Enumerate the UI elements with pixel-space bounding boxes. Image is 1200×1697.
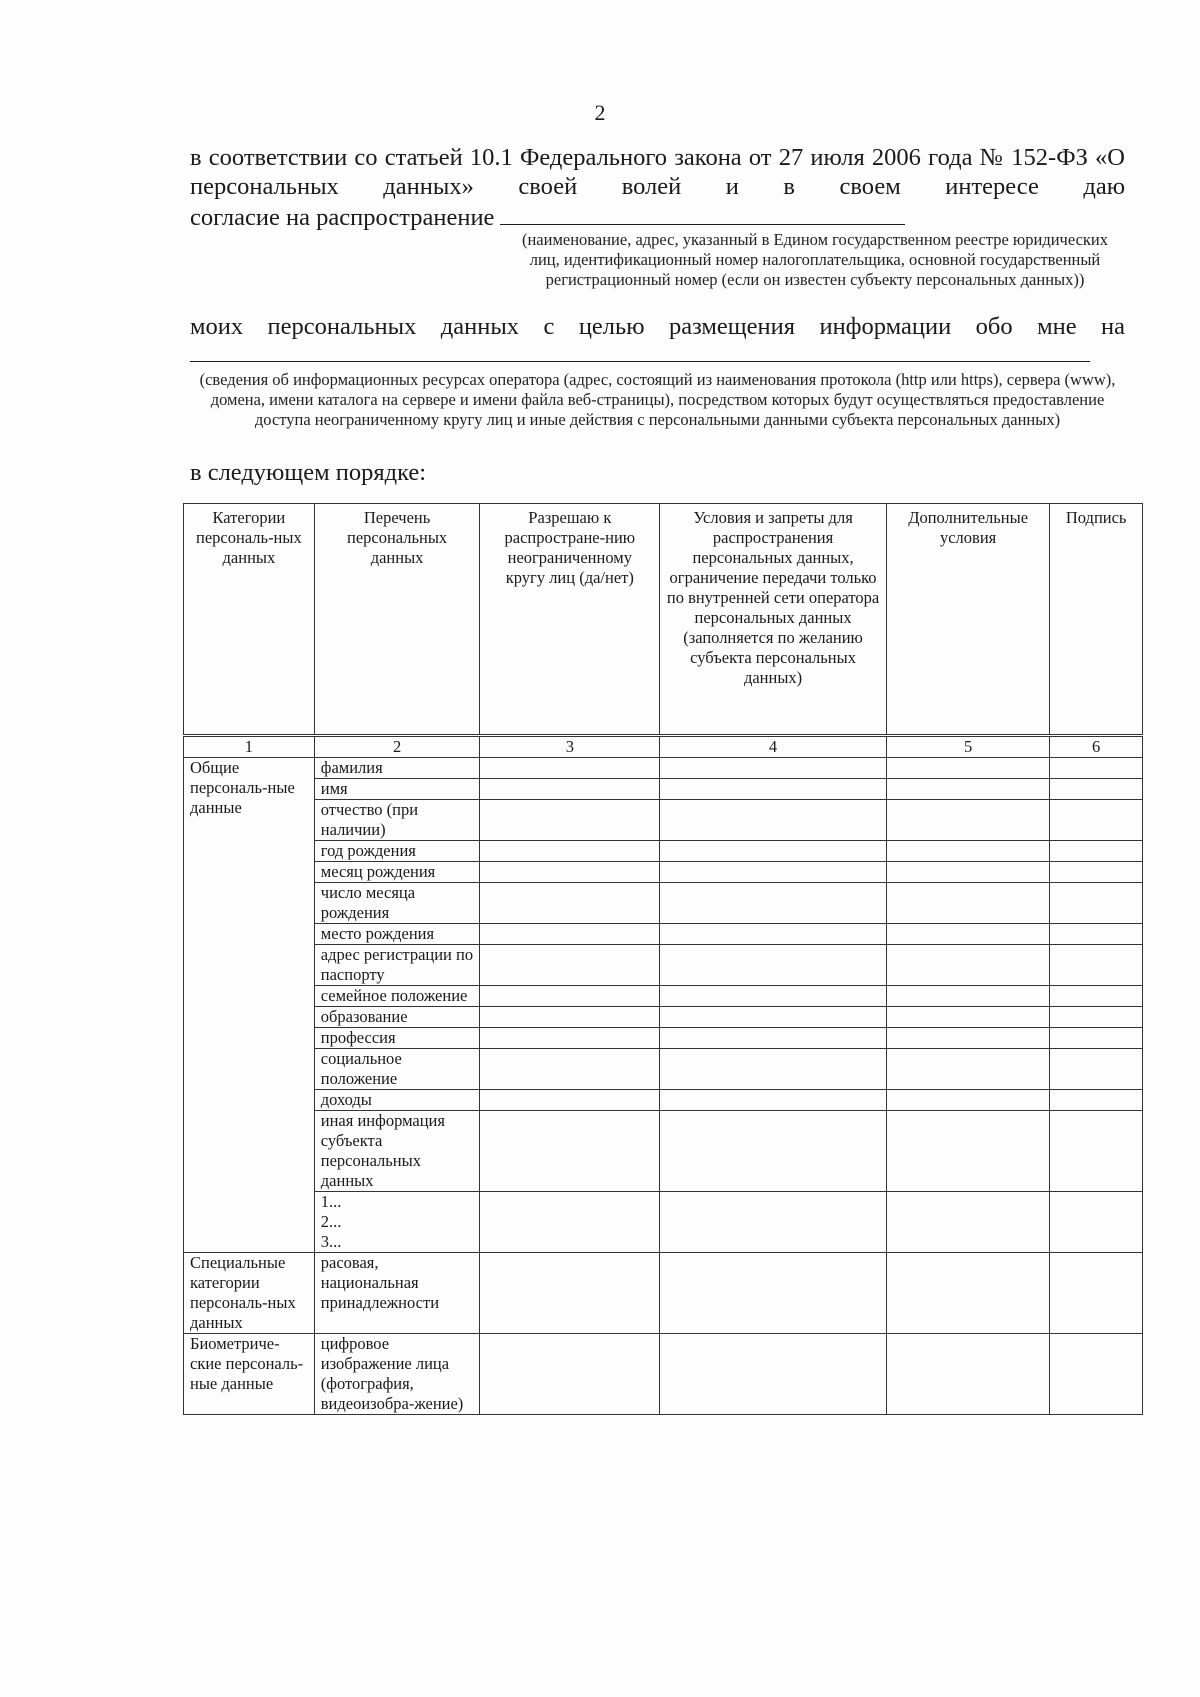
signature-cell[interactable] <box>1050 1090 1143 1111</box>
additional-cell[interactable] <box>886 945 1049 986</box>
additional-cell[interactable] <box>886 841 1049 862</box>
extra-items <box>314 1192 480 1253</box>
signature-cell[interactable] <box>1050 758 1143 779</box>
table-row <box>184 1253 1143 1334</box>
column-number: 5 <box>886 736 1049 758</box>
table-row <box>184 779 1143 800</box>
column-number: 3 <box>480 736 660 758</box>
conditions-cell[interactable] <box>660 1253 887 1334</box>
item-label: отчество (при наличии) <box>314 800 480 841</box>
additional-cell[interactable] <box>886 1028 1049 1049</box>
conditions-cell[interactable] <box>660 800 887 841</box>
order-paragraph: в следующем порядке: <box>190 459 427 486</box>
signature-cell[interactable] <box>1050 924 1143 945</box>
item-label: доходы <box>314 1090 480 1111</box>
table-row <box>184 758 1143 779</box>
additional-cell[interactable] <box>886 758 1049 779</box>
permission-cell[interactable] <box>480 924 660 945</box>
signature-cell[interactable] <box>1050 1253 1143 1334</box>
additional-cell[interactable] <box>886 924 1049 945</box>
additional-cell[interactable] <box>886 800 1049 841</box>
conditions-cell[interactable] <box>660 1334 887 1415</box>
category-biometric: Биометриче-ские персональ-ные данные <box>184 1334 315 1415</box>
permission-cell[interactable] <box>480 862 660 883</box>
permission-cell[interactable] <box>480 1007 660 1028</box>
operator-name-blank <box>500 204 905 225</box>
permission-cell[interactable] <box>480 945 660 986</box>
item-label: фамилия <box>314 758 480 779</box>
signature-cell[interactable] <box>1050 1049 1143 1090</box>
table-row <box>184 1192 1143 1253</box>
extra-item-3: 3... <box>320 1232 342 1251</box>
permission-cell[interactable] <box>480 1253 660 1334</box>
signature-cell[interactable] <box>1050 1192 1143 1253</box>
info-resource-blank <box>190 361 1090 362</box>
header-permission: Разрешаю к распростране-нию неограниченному кругу лиц (да/нет) <box>480 504 660 736</box>
signature-cell[interactable] <box>1050 986 1143 1007</box>
header-list: Перечень персональных данных <box>314 504 480 736</box>
purpose-paragraph: моих персональных данных с целью размещения информации обо мне на <box>190 313 1125 340</box>
signature-cell[interactable] <box>1050 800 1143 841</box>
item-label: расовая, национальная принадлежности <box>314 1253 480 1334</box>
page-number: 2 <box>594 100 606 125</box>
additional-cell[interactable] <box>886 1090 1049 1111</box>
item-label: цифровое изображение лица (фотография, видеоизобра-жение) <box>314 1334 480 1415</box>
permission-cell[interactable] <box>480 1192 660 1253</box>
table-row <box>184 841 1143 862</box>
item-label: семейное положение <box>314 986 480 1007</box>
item-label: социальное положение <box>314 1049 480 1090</box>
permission-cell[interactable] <box>480 841 660 862</box>
conditions-cell[interactable] <box>660 758 887 779</box>
additional-cell[interactable] <box>886 779 1049 800</box>
signature-cell[interactable] <box>1050 945 1143 986</box>
conditions-cell[interactable] <box>660 1049 887 1090</box>
signature-cell[interactable] <box>1050 841 1143 862</box>
operator-name-hint: (наименование, адрес, указанный в Едином государственном реестре юридических лиц, идентификационный номер налогоплательщика, основной государственный регистрационный номер (если он известен субъекту персональных данных)) <box>521 230 1108 289</box>
table-row <box>184 862 1143 883</box>
signature-cell[interactable] <box>1050 1007 1143 1028</box>
header-signature: Подпись <box>1050 504 1143 736</box>
consent-paragraph-end <box>190 203 1125 232</box>
additional-cell[interactable] <box>886 986 1049 1007</box>
permission-cell[interactable] <box>480 1049 660 1090</box>
item-label: число месяца рождения <box>314 883 480 924</box>
table-row <box>184 1111 1143 1192</box>
consent-paragraph-end-text: согласие на распространение <box>190 204 495 231</box>
category-general: Общие персональ-ные данные <box>184 758 315 1253</box>
signature-cell[interactable] <box>1050 1028 1143 1049</box>
table-row <box>184 1090 1143 1111</box>
additional-cell[interactable] <box>886 1253 1049 1334</box>
header-conditions: Условия и запреты для распространения персональных данных, ограничение передачи только по внутренней сети оператора персональных данных (заполняется по желанию субъекта персональных данных) <box>660 504 887 736</box>
consent-table <box>183 503 1143 1415</box>
additional-cell[interactable] <box>886 1111 1049 1192</box>
column-number: 2 <box>314 736 480 758</box>
conditions-cell[interactable] <box>660 1090 887 1111</box>
header-additional: Дополнительные условия <box>886 504 1049 736</box>
item-label: иная информация субъекта персональных данных <box>314 1111 480 1192</box>
conditions-cell[interactable] <box>660 1111 887 1192</box>
extra-item-1: 1... <box>320 1192 342 1211</box>
table-row <box>184 986 1143 1007</box>
permission-cell[interactable] <box>480 1028 660 1049</box>
extra-item-2: 2... <box>320 1212 342 1231</box>
conditions-cell[interactable] <box>660 779 887 800</box>
table-row <box>184 1334 1143 1415</box>
item-label: имя <box>314 779 480 800</box>
item-label: месяц рождения <box>314 862 480 883</box>
table-row <box>184 945 1143 986</box>
signature-cell[interactable] <box>1050 779 1143 800</box>
conditions-cell[interactable] <box>660 1192 887 1253</box>
permission-cell[interactable] <box>480 1334 660 1415</box>
conditions-cell[interactable] <box>660 924 887 945</box>
conditions-cell[interactable] <box>660 986 887 1007</box>
additional-cell[interactable] <box>886 883 1049 924</box>
item-label: адрес регистрации по паспорту <box>314 945 480 986</box>
conditions-cell[interactable] <box>660 945 887 986</box>
table-row <box>184 924 1143 945</box>
item-label: год рождения <box>314 841 480 862</box>
column-number: 4 <box>660 736 887 758</box>
info-resource-hint: (сведения об информационных ресурсах оператора (адрес, состоящий из наименования протокола (http или https), сервера (www), домена, имени каталога на сервере и имени файла веб-страницы), посредством которых будут осуществляться предоставление доступа неограниченному кругу лиц и иные действия с персональными данными субъекта персональных данных) <box>199 370 1116 429</box>
column-number: 1 <box>184 736 315 758</box>
table-row <box>184 883 1143 924</box>
signature-cell[interactable] <box>1050 1334 1143 1415</box>
table-row <box>184 1007 1143 1028</box>
table-row <box>184 1049 1143 1090</box>
additional-cell[interactable] <box>886 1049 1049 1090</box>
item-label: место рождения <box>314 924 480 945</box>
signature-cell[interactable] <box>1050 883 1143 924</box>
table-row <box>184 1028 1143 1049</box>
table-row <box>184 800 1143 841</box>
header-categories: Категории персональ-ных данных <box>184 504 315 736</box>
additional-cell[interactable] <box>886 1007 1049 1028</box>
conditions-cell[interactable] <box>660 1007 887 1028</box>
conditions-cell[interactable] <box>660 883 887 924</box>
permission-cell[interactable] <box>480 1090 660 1111</box>
column-number-row <box>184 736 1143 758</box>
additional-cell[interactable] <box>886 1192 1049 1253</box>
permission-cell[interactable] <box>480 779 660 800</box>
category-special: Специальные категории персональ-ных данных <box>184 1253 315 1334</box>
permission-cell[interactable] <box>480 1111 660 1192</box>
conditions-cell[interactable] <box>660 1028 887 1049</box>
item-label: образование <box>314 1007 480 1028</box>
consent-paragraph: в соответствии со статьей 10.1 Федерального закона от 27 июля 2006 года № 152-ФЗ «О персональных данных» своей волей и в своем интересе даю <box>190 144 1125 200</box>
column-number: 6 <box>1050 736 1143 758</box>
signature-cell[interactable] <box>1050 862 1143 883</box>
additional-cell[interactable] <box>886 862 1049 883</box>
signature-cell[interactable] <box>1050 1111 1143 1192</box>
permission-cell[interactable] <box>480 986 660 1007</box>
table-header-row <box>184 504 1143 736</box>
additional-cell[interactable] <box>886 1334 1049 1415</box>
permission-cell[interactable] <box>480 758 660 779</box>
conditions-cell[interactable] <box>660 841 887 862</box>
item-label: профессия <box>314 1028 480 1049</box>
conditions-cell[interactable] <box>660 862 887 883</box>
permission-cell[interactable] <box>480 800 660 841</box>
permission-cell[interactable] <box>480 883 660 924</box>
